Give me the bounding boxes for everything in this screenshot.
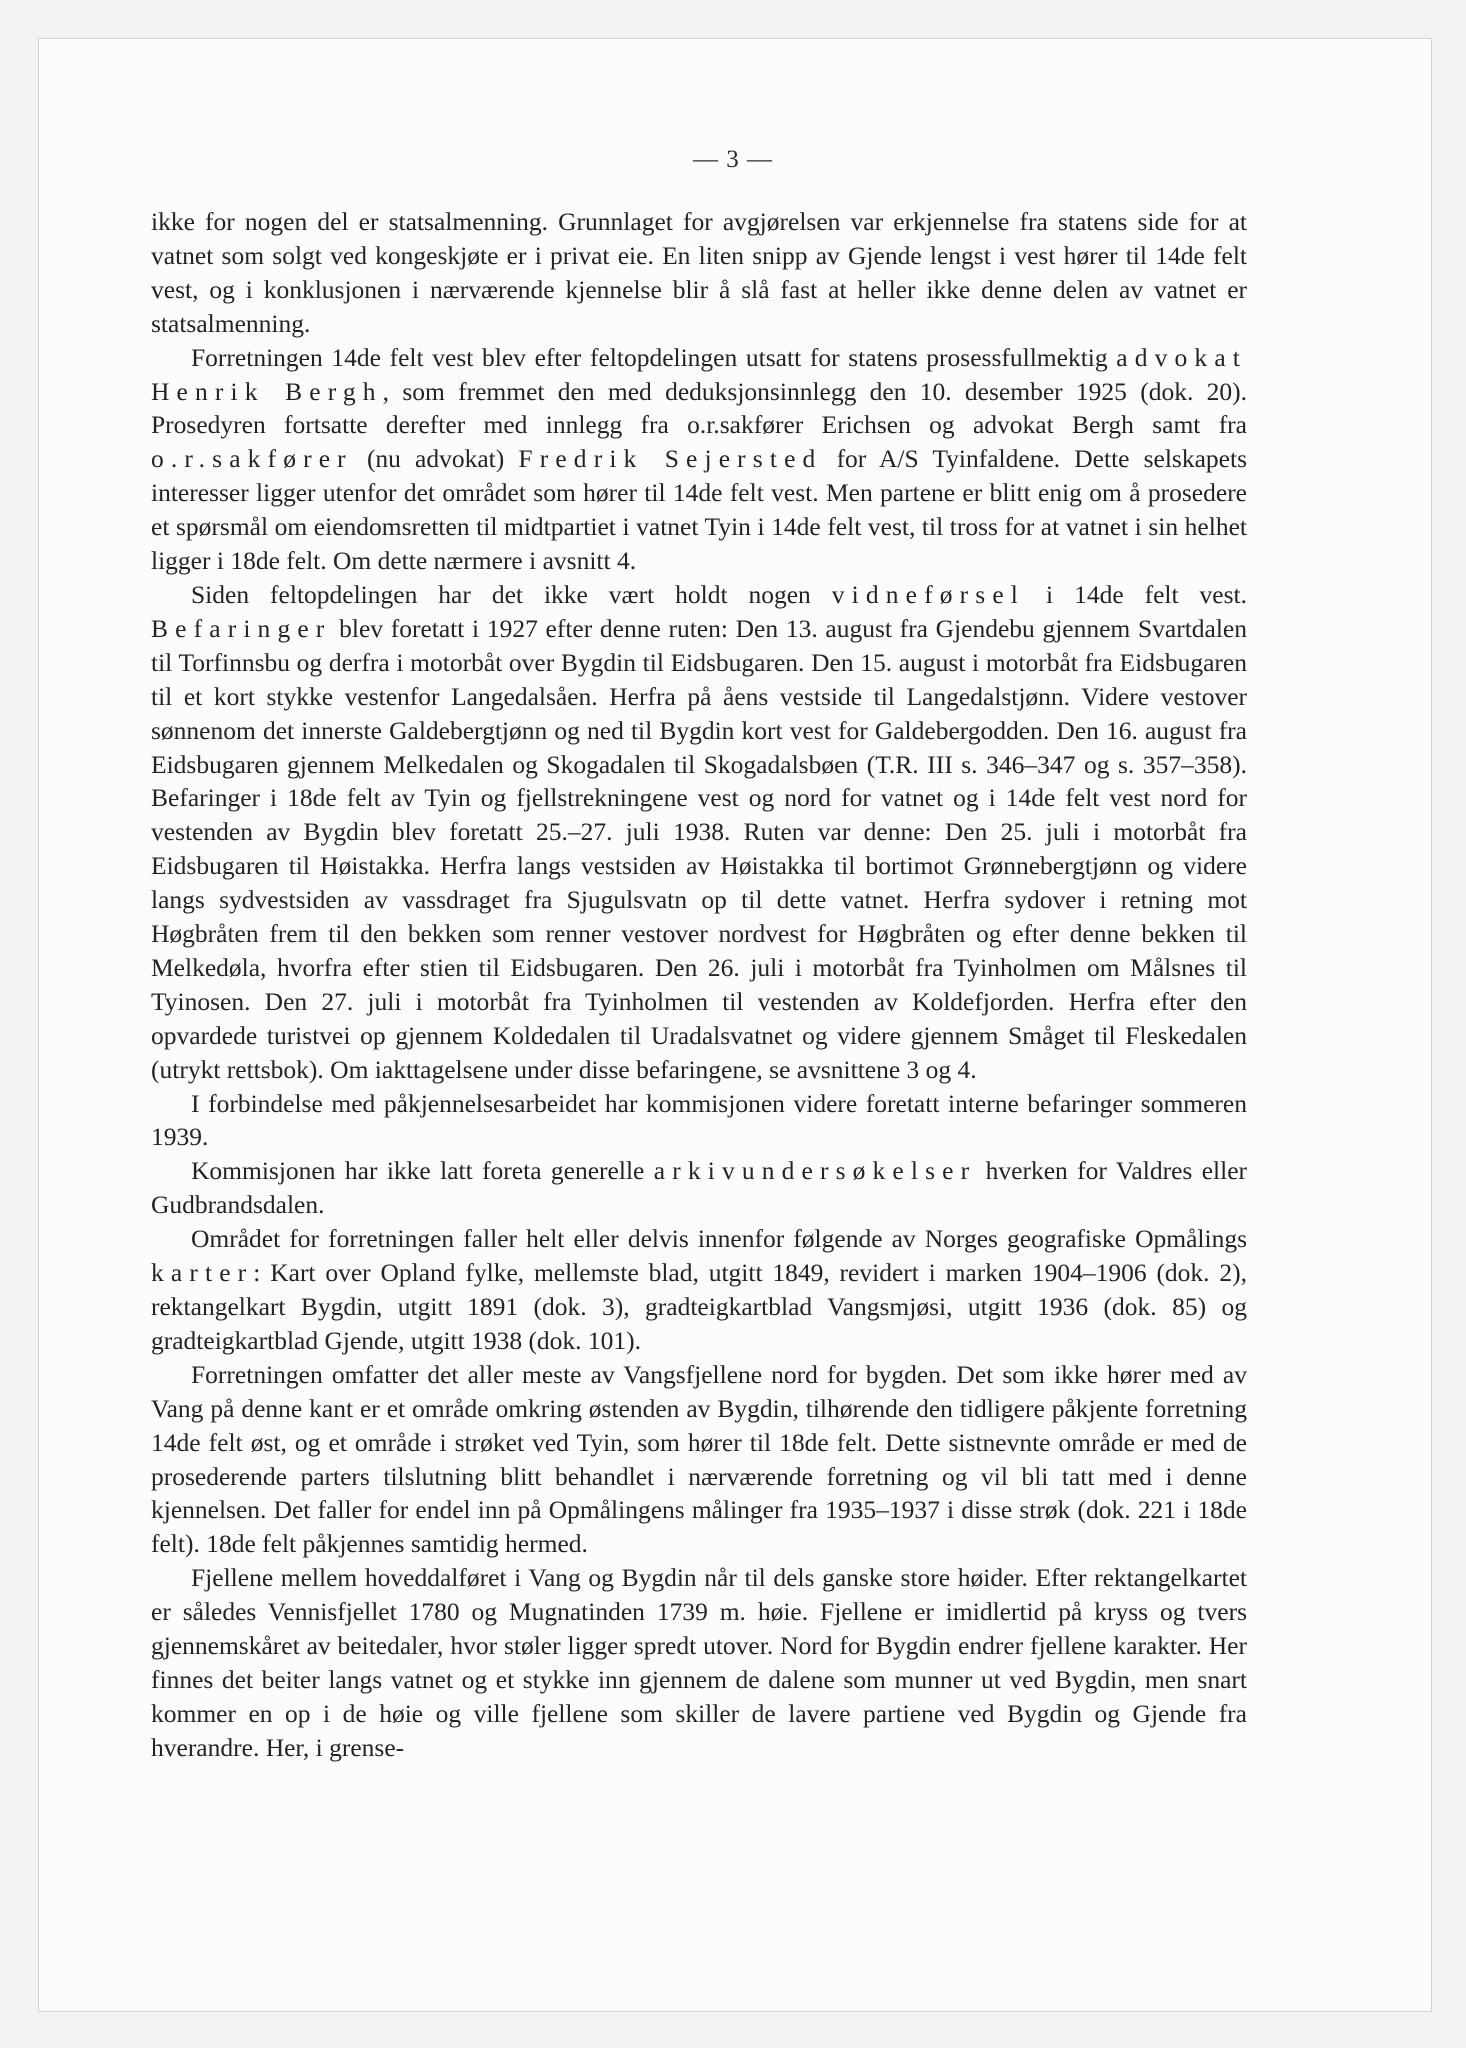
page-number: — 3 —	[693, 146, 773, 173]
body-text	[151, 205, 1247, 1765]
text-run: blev foretatt i 1927 efter denne ruten: Den 13. august fra Gjendebu gjennem Svartdalen til Torfinnsbu og derfra i motorbåt over Bygdin til Eidsbugaren. Den 15. august i motorbåt fra Eidsbugaren til et kort stykke vestenfor Langedalsåen. Herfra på åens vestside til Langedalstjønn. Videre vestover sønnenom det innerste Galdebergtjønn og ned til Bygdin kort vest for Galdebergodden. Den 16. august fra Eidsbugaren gjennem Melkedalen og Skogadalen til Skogadalsbøen (T.R. III s. 346–347 og s. 357–358). Befaringer i 18de felt av Tyin og fjellstrekningene vest og nord for vatnet og i 14de felt vest nord for vestenden av Bygdin blev foretatt 25.–27. juli 1938. Ruten var denne: Den 25. juli i motorbåt fra Eidsbugaren til Høistakka. Herfra langs vestsiden av Høistakka til bortimot Grønnebergtjønn og videre langs sydvestsiden av vassdraget fra Sjugulsvatn op til dette vatnet. Herfra sydover i retning mot Høgbråten frem til den bekken som renner vestover nordvest for Høgbråten og efter denne bekken til Melkedøla, hvorfra efter stien til Eidsbugaren. Den 26. juli i motorbåt fra Tyinholmen om Målsnes til Tyinosen. Den 27. juli i motorbåt fra Tyinholmen til vestenden av Koldefjorden. Herfra efter den opvardede turistvei op gjennem Koldedalen til Uradalsvatnet og videre gjennem Småget til Fleskedalen (utrykt rettsbok). Om iakttagelsene under disse befaringene, se avsnittene 3 og 4.	[151, 613, 1247, 1084]
spaced-text: advokat Henrik Bergh	[151, 342, 1247, 406]
text-run: Området for forretningen faller helt eller delvis innenfor følgende av Norges geografiske Opmålings	[191, 1224, 1247, 1254]
spaced-text: arkivundersøkelser	[653, 1156, 977, 1186]
paragraph	[151, 341, 1247, 578]
text-run: i 14de felt vest.	[1046, 579, 1247, 609]
text-run: (nu advokat)	[366, 444, 505, 474]
text-run: hverken for Valdres eller Gudbrandsdalen.	[151, 1156, 1247, 1220]
spaced-text: karter	[151, 1258, 254, 1288]
paragraph: Forretningen omfatter det aller meste av Vangsfjellene nord for bygden. Det som ikke hører med av Vang på denne kant er et område omkring østenden av Bygdin, tilhørende den tidligere påkjente forretning 14de felt øst, og et område i strøket ved Tyin, som hører til 18de felt. Dette sistnevnte område er med de prosederende parters tilslutning blitt behandlet i nærværende forretning og vil bli tatt med i denne kjennelsen. Det faller for endel inn på Opmålingens målinger fra 1935–1937 i disse strøk (dok. 221 i 18de felt). 18de felt påkjennes samtidig hermed.	[151, 1359, 1247, 1559]
paragraph: I forbindelse med påkjennelsesarbeidet har kommisjonen videre foretatt interne befaringer sommeren 1939.	[151, 1088, 1247, 1152]
paragraph	[151, 578, 1247, 1087]
spaced-text: vidneførsel	[831, 579, 1026, 609]
text-run: for A/S Tyinfaldene. Dette selskapets interesser ligger utenfor det området som hører til 14de felt vest. Men partene er blitt enig om å prosedere et spørsmål om eiendomsretten til midtpartiet i vatnet Tyin i 14de felt vest, til tross for at vatnet i sin helhet ligger i 18de felt. Om dette nærmere i avsnitt 4.	[151, 444, 1247, 576]
text-run: Kommisjonen har ikke latt foreta generelle	[191, 1156, 645, 1186]
text-run: : Kart over Opland fylke, mellemste blad, utgitt 1849, revidert i marken 1904–1906 (dok. 2), rektangelkart Bygdin, utgitt 1891 (dok. 3), gradteigkartblad Vangsmjøsi, utgitt 1936 (dok. 85) og gradteigkartblad Gjende, utgitt 1938 (dok. 101).	[151, 1258, 1247, 1355]
spaced-text: Fredrik Sejersted	[518, 444, 823, 474]
spaced-text: o.r.sakfører	[151, 444, 353, 474]
spaced-text: Befaringer	[151, 613, 332, 643]
text-run: Forretningen 14de felt vest blev efter feltopdelingen utsatt for statens prosessfullmektig	[191, 342, 1108, 372]
paragraph: Fjellene mellem hoveddalføret i Vang og Bygdin når til dels ganske store høider. Efter rektangelkartet er således Vennisfjellet 1780 og Mugnatinden 1739 m. høie. Fjellene er imidlertid på kryss og tvers gjennemskåret av beitedaler, hvor støler ligger spredt utover. Nord for Bygdin endrer fjellene karakter. Her finnes det beiter langs vatnet og et stykke inn gjennem de dalene som munner ut ved Bygdin, men snart kommer en op i de høie og ville fjellene som skiller de lavere partiene ved Bygdin og Gjende fra hverandre. Her, i grense-	[151, 1563, 1247, 1762]
paragraph: ikke for nogen del er statsalmenning. Grunnlaget for avgjørelsen var erkjennelse fra statens side for at vatnet som solgt ved kongeskjøte er i privat eie. En liten snipp av Gjende lengst i vest hører til 14de felt vest, og i konklusjonen i nærværende kjennelse blir å slå fast at heller ikke denne delen av vatnet er statsalmenning.	[151, 207, 1247, 338]
text-run: , som fremmet den med deduksjonsinnlegg den 10. desember 1925 (dok. 20). Prosedyren fortsatte derefter med innlegg fra o.r.sakfører Erichsen og advokat Bergh samt fra	[151, 376, 1247, 440]
text-run: Siden feltopdelingen har det ikke vært holdt nogen	[191, 579, 811, 609]
paragraph	[151, 1154, 1247, 1222]
paragraph	[151, 1222, 1247, 1358]
